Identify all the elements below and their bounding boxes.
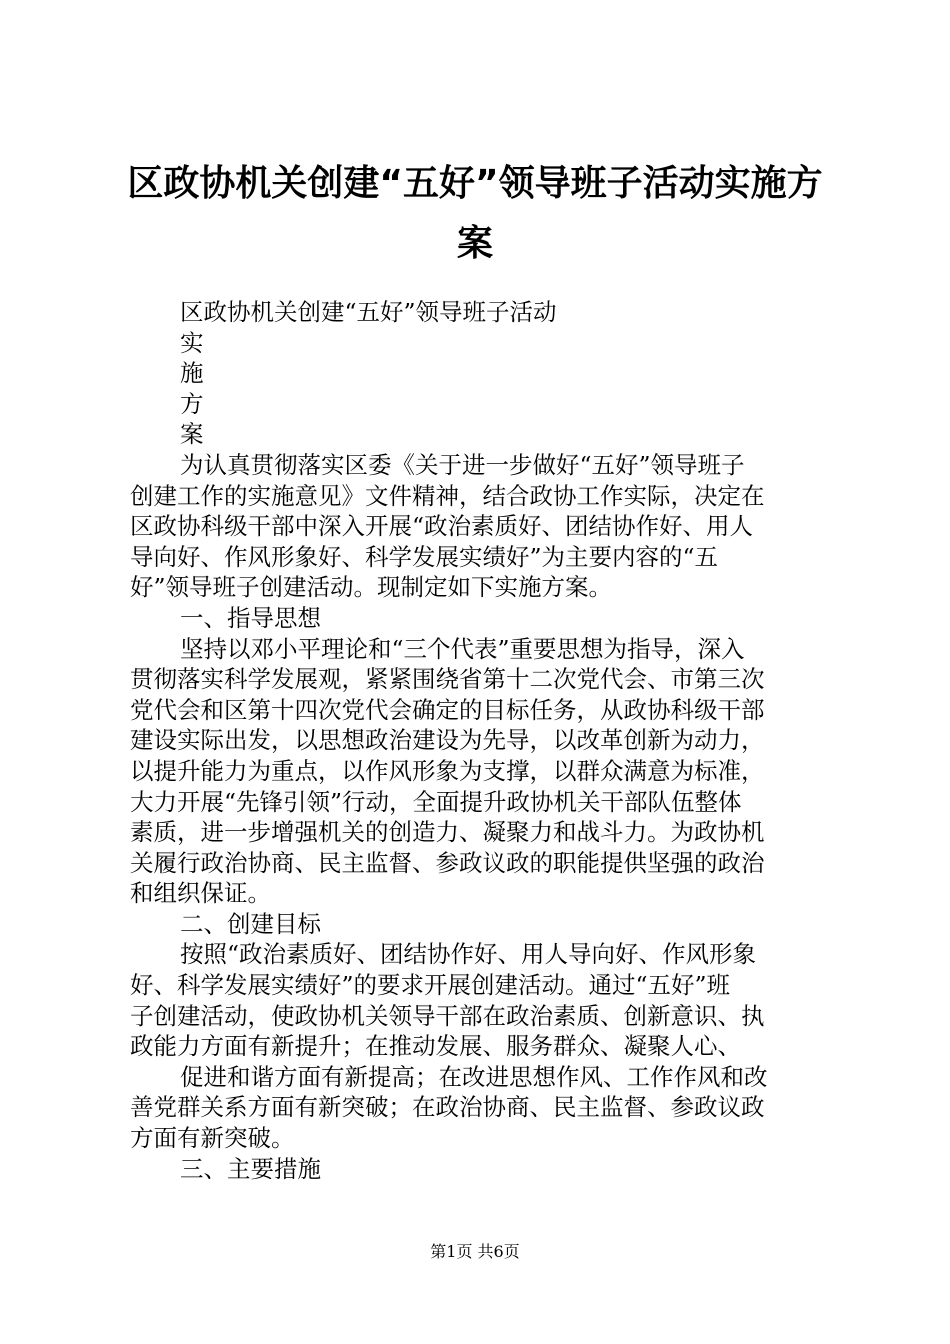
paragraph-line: 区政协科级干部中深入开展“政治素质好、团结协作好、用人: [130, 512, 754, 541]
paragraph-line: 促进和谐方面有新提高；在改进思想作风、工作作风和改: [180, 1062, 768, 1091]
section-heading: 一、指导思想: [180, 603, 321, 632]
paragraph-line: 善党群关系方面有新突破；在政治协商、民主监督、参政议政: [130, 1093, 765, 1122]
subtitle-char: 施: [180, 359, 204, 388]
paragraph-line: 好”领导班子创建活动。现制定如下实施方案。: [130, 573, 613, 602]
paragraph-line: 为认真贯彻落实区委《关于进一步做好“五好”领导班子: [180, 450, 745, 479]
paragraph-line: 方面有新突破。: [130, 1124, 295, 1153]
document-title-line-1: 区政协机关创建“五好”领导班子活动实施方: [127, 163, 823, 204]
section-heading: 二、创建目标: [180, 909, 321, 938]
paragraph-line: 党代会和区第十四次党代会确定的目标任务，从政协科级干部: [130, 695, 765, 724]
paragraph-line: 关履行政治协商、民主监督、参政议政的职能提供坚强的政治: [130, 848, 765, 877]
paragraph-line: 导向好、作风形象好、科学发展实绩好”为主要内容的“五: [130, 542, 719, 571]
paragraph-line: 按照“政治素质好、团结协作好、用人导向好、作风形象: [180, 940, 757, 969]
paragraph-line: 以提升能力为重点，以作风形象为支撑，以群众满意为标准，: [130, 756, 765, 785]
subtitle-char: 实: [180, 328, 204, 357]
paragraph-line: 大力开展“先锋引领”行动，全面提升政协机关干部队伍整体: [130, 787, 742, 816]
paragraph-line: 子创建活动，使政协机关领导干部在政治素质、创新意识、执: [130, 1001, 765, 1030]
page-number-footer: 第1页 共6页: [430, 1242, 520, 1261]
subtitle-line: 区政协机关创建“五好”领导班子活动: [180, 298, 557, 326]
paragraph-line: 好、科学发展实绩好”的要求开展创建活动。通过“五好”班: [130, 971, 731, 1000]
subtitle-char: 案: [180, 420, 204, 449]
section-heading: 三、主要措施: [180, 1154, 321, 1183]
document-title-line-2: 案: [456, 223, 493, 264]
document-body: [130, 297, 830, 1184]
paragraph-line: 贯彻落实科学发展观，紧紧围绕省第十二次党代会、市第三次: [130, 665, 765, 694]
paragraph-line: 坚持以邓小平理论和“三个代表”重要思想为指导，深入: [180, 634, 745, 663]
paragraph-line: 建设实际出发，以思想政治建设为先导，以改革创新为动力，: [130, 726, 765, 755]
paragraph-line: 创建工作的实施意见》文件精神，结合政协工作实际，决定在: [130, 481, 765, 510]
paragraph-line: 素质，进一步增强机关的创造力、凝聚力和战斗力。为政协机: [130, 818, 765, 847]
paragraph-line: 政能力方面有新提升；在推动发展、服务群众、凝聚人心、: [130, 1032, 741, 1061]
subtitle-char: 方: [180, 389, 204, 418]
paragraph-line: 和组织保证。: [130, 879, 271, 908]
